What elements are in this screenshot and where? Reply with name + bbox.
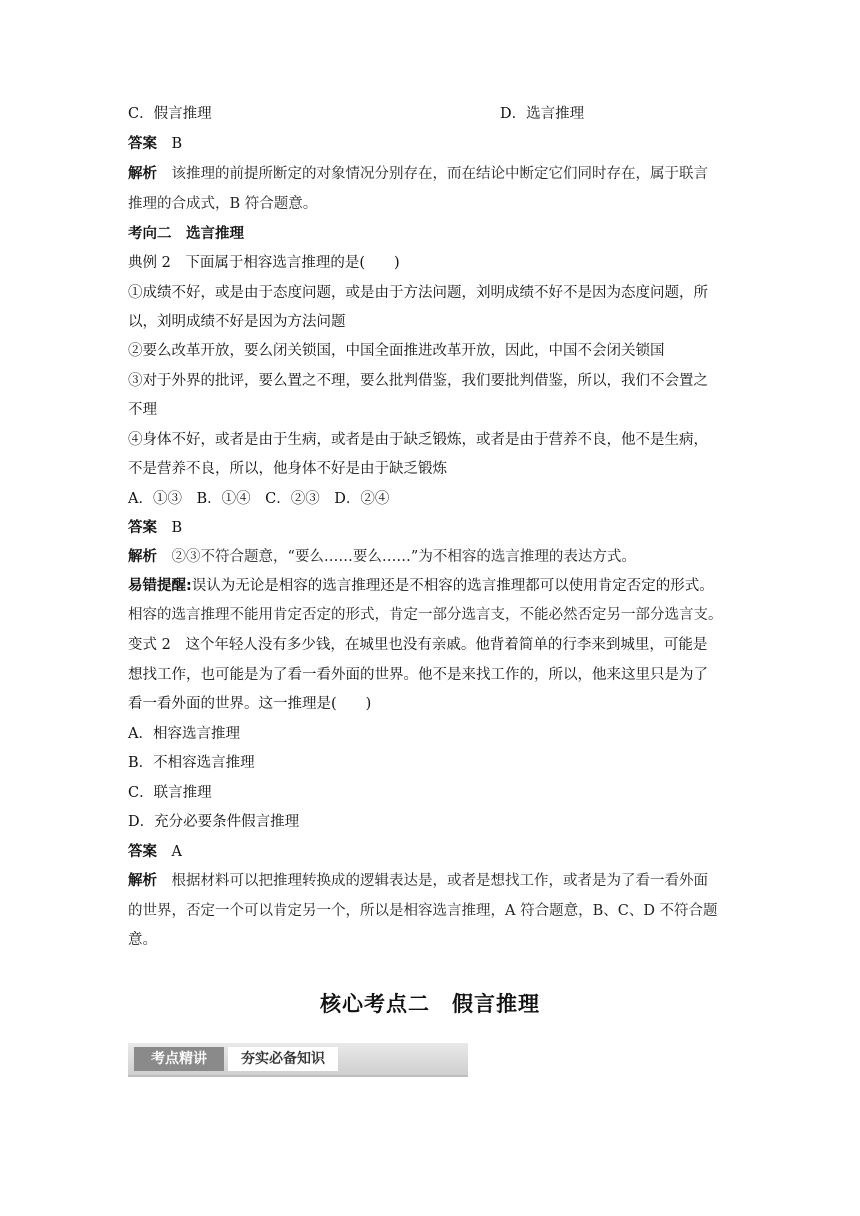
banner-subtitle: 夯实必备知识 bbox=[228, 1047, 338, 1071]
tip-line2: 相容的选言推理不能用肯定否定的形式，肯定一部分选言支，不能必然否定另一部分选言支。 bbox=[128, 607, 723, 623]
example2-answer bbox=[128, 518, 738, 538]
q1-option-c: C．假言推理 bbox=[128, 106, 212, 122]
variant2-analysis-label: 解析 bbox=[128, 873, 157, 889]
example2-analysis-label: 解析 bbox=[128, 549, 157, 565]
example2-item4-line2: 不是营养不良，所以，他身体不好是由于缺乏锻炼 bbox=[128, 461, 447, 477]
example2-item4-line1: ④身体不好，或者是由于生病，或者是由于缺乏锻炼，或者是由于营养不良，他不是生病， bbox=[128, 432, 708, 448]
example2-answer-label: 答案 bbox=[128, 520, 157, 536]
variant2-analysis-line1 bbox=[128, 871, 738, 891]
variant2-analysis-line2: 的世界，否定一个可以肯定另一个，所以是相容选言推理，A 符合题意，B、C、D 不符合题 bbox=[128, 903, 718, 919]
variant2-option-a: A．相容选言推理 bbox=[128, 726, 240, 742]
tip-text: 误认为无论是相容的选言推理还是不相容的选言推理都可以使用肯定否定的形式。 bbox=[191, 578, 714, 594]
variant2-answer-value: A bbox=[171, 844, 182, 860]
example2-answer-value: B bbox=[171, 520, 183, 536]
q1-analysis-line1 bbox=[128, 164, 738, 184]
q1-analysis-line2: 推理的合成式，B 符合题意。 bbox=[128, 196, 318, 212]
q1-analysis-text1: 该推理的前提所断定的对象情况分别存在，而在结论中断定它们同时存在，属于联言 bbox=[171, 166, 708, 182]
example2-tip bbox=[128, 576, 738, 596]
variant2-analysis-text1: 根据材料可以把推理转换成的逻辑表达是，或者是想找工作，或者是为了看一看外面 bbox=[171, 873, 708, 889]
variant2-answer-label: 答案 bbox=[128, 844, 157, 860]
core-section-title: 核心考点二 假言推理 bbox=[320, 992, 540, 1016]
section-heading: 考向二 选言推理 bbox=[128, 226, 244, 242]
banner-label: 考点精讲 bbox=[134, 1047, 224, 1071]
example2-analysis bbox=[128, 547, 738, 567]
tip-label: 易错提醒: bbox=[128, 578, 192, 594]
variant2-line2: 想找工作，也可能是为了看一看外面的世界。他不是来找工作的，所以，他来这里只是为了 bbox=[128, 667, 708, 683]
q1-answer bbox=[128, 134, 738, 154]
variant2-analysis-line3: 意。 bbox=[128, 932, 157, 948]
q1-options bbox=[128, 104, 738, 124]
example2-item2: ②要么改革开放，要么闭关锁国，中国全面推进改革开放，因此，中国不会闭关锁国 bbox=[128, 343, 665, 359]
variant2-option-c: C．联言推理 bbox=[128, 785, 212, 801]
q1-answer-value: B bbox=[171, 136, 183, 152]
variant2-line1: 变式 2 这个年轻人没有多少钱，在城里也没有亲戚。他背着简单的行李来到城里，可能是 bbox=[128, 637, 708, 653]
example2-item1-line1: ①成绩不好，或是由于态度问题，或是由于方法问题，刘明成绩不好不是因为态度问题，所 bbox=[128, 285, 708, 301]
q1-option-d: D．选言推理 bbox=[500, 106, 585, 122]
section-banner bbox=[128, 1043, 468, 1077]
q1-analysis-label: 解析 bbox=[128, 166, 157, 182]
variant2-line3: 看一看外面的世界。这一推理是( ) bbox=[128, 696, 372, 712]
example2-options: A．①③ B．①④ C．②③ D．②④ bbox=[128, 491, 390, 507]
example2-item3-line1: ③对于外界的批评，要么置之不理，要么批判借鉴，我们要批判借鉴，所以，我们不会置之 bbox=[128, 373, 708, 389]
q1-answer-label: 答案 bbox=[128, 136, 157, 152]
example2-item3-line2: 不理 bbox=[128, 402, 157, 418]
variant2-answer bbox=[128, 842, 738, 862]
example2-prompt: 典例 2 下面属于相容选言推理的是( ) bbox=[128, 255, 400, 271]
variant2-option-b: B．不相容选言推理 bbox=[128, 755, 255, 771]
example2-analysis-text: ②③不符合题意，“要么……要么……”为不相容的选言推理的表达方式。 bbox=[171, 549, 636, 565]
variant2-option-d: D．充分必要条件假言推理 bbox=[128, 814, 300, 830]
example2-item1-line2: 以，刘明成绩不好是因为方法问题 bbox=[128, 314, 346, 330]
